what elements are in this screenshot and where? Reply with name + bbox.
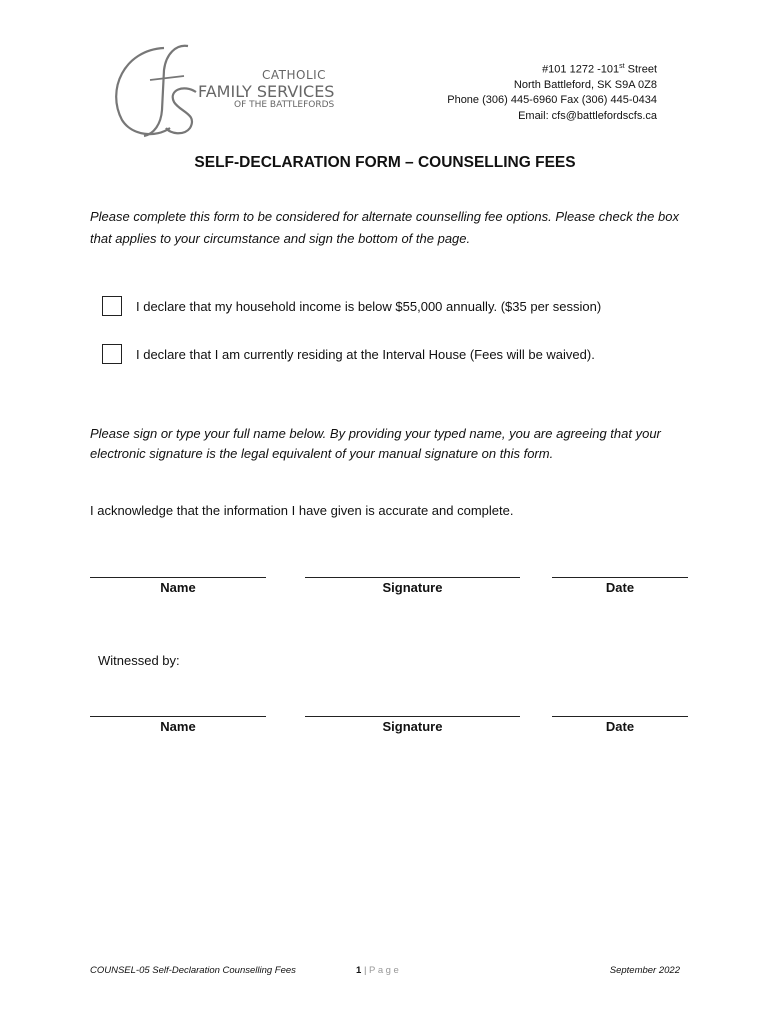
- witness-date-label: Date: [605, 719, 635, 734]
- witness-signature-label: Signature: [382, 719, 443, 734]
- checkbox-interval-house[interactable]: [102, 344, 122, 364]
- witness-signature-line[interactable]: [305, 716, 520, 717]
- cfs-monogram-icon: [104, 40, 204, 140]
- form-title: SELF-DECLARATION FORM – COUNSELLING FEES: [194, 154, 576, 171]
- intro-text: Please complete this form to be considered for alternate counselling fee options. Please check the box that applies to your circumstance and sign the bottom of the page.: [90, 209, 679, 246]
- logo-text-battlefords: OF THE BATTLEFORDS: [234, 100, 335, 110]
- name-label: Name: [160, 580, 196, 595]
- logo-text-catholic: CATHOLIC: [262, 68, 327, 82]
- footer-page-number: [356, 965, 401, 976]
- page-separator: |: [363, 965, 367, 976]
- address-phone-fax: Phone (306) 445-6960 Fax (306) 445-0434: [447, 94, 657, 106]
- logo-text-family-services: FAMILY SERVICES: [198, 82, 335, 101]
- date-line[interactable]: [552, 577, 688, 578]
- acknowledgement-text: I acknowledge that the information I have given is accurate and complete.: [90, 503, 514, 518]
- witness-name-label: Name: [160, 719, 196, 734]
- name-line[interactable]: [90, 577, 266, 578]
- address-city: North Battleford, SK S9A 0Z8: [513, 79, 657, 91]
- checkbox-label-income: I declare that my household income is below $55,000 annually. ($35 per session): [136, 299, 602, 314]
- witness-name-line[interactable]: [90, 716, 266, 717]
- date-label: Date: [605, 580, 635, 595]
- page-number: 1: [356, 965, 362, 976]
- page-word: Page: [369, 965, 402, 976]
- signature-label: Signature: [382, 580, 443, 595]
- address-street: #101 1272 -101st Street: [542, 63, 657, 76]
- witnessed-by-label: Witnessed by:: [98, 653, 180, 668]
- checkbox-income-below-55000[interactable]: [102, 296, 122, 316]
- address-email: Email: cfs@battlefordscfs.ca: [518, 110, 657, 122]
- witness-date-line[interactable]: [552, 716, 688, 717]
- footer-date: September 2022: [609, 965, 680, 976]
- signature-line[interactable]: [305, 577, 520, 578]
- checkbox-label-interval-house: I declare that I am currently residing at the Interval House (Fees will be waived).: [136, 347, 595, 362]
- signature-instructions: Please sign or type your full name below. By providing your typed name, you are agreeing that your electronic signature is the legal equivalent of your manual signature on this form.: [90, 426, 661, 461]
- footer-document-id: COUNSEL-05 Self-Declaration Counselling Fees: [90, 965, 296, 976]
